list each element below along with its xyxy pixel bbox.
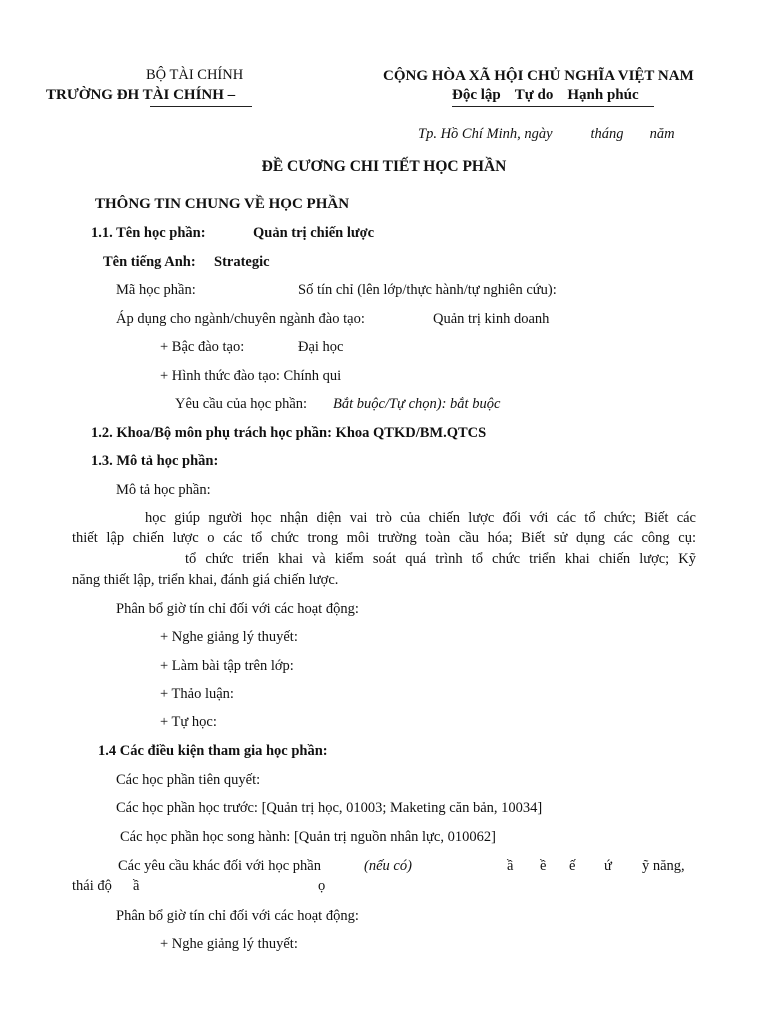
motto-independence: Độc lập — [452, 87, 501, 103]
allocation-discussion: + Thảo luận: — [160, 686, 234, 702]
fragment-2: ề — [540, 858, 547, 874]
credit-allocation-label: Phân bổ giờ tín chỉ đối với các hoạt động: — [116, 601, 359, 617]
training-form: + Hình thức đào tạo: Chính qui — [160, 368, 342, 384]
republic-name: CỘNG HÒA XÃ HỘI CHỦ NGHĨA VIỆT NAM — [383, 68, 694, 84]
allocation-self-study: + Tự học: — [160, 714, 217, 730]
other-requirements-note: (nếu có) — [364, 858, 412, 874]
allocation-exercise: + Làm bài tập trên lớp: — [160, 658, 294, 674]
credits-label: Số tín chỉ (lên lớp/thực hành/tự nghiên cứu): — [298, 282, 557, 298]
course-requirement-label: Yêu cầu của học phần: — [175, 396, 308, 412]
training-level-value: Đại học — [298, 339, 344, 355]
description-line-4: năng thiết lập, triển khai, đánh giá chiến lược. — [72, 572, 339, 588]
fragment-3: ế — [569, 858, 576, 874]
fragment-5: ỹ năng, — [642, 858, 685, 874]
course-description-label: Mô tả học phần: — [116, 482, 211, 498]
attitude-label: thái độ — [72, 878, 112, 894]
allocation-lecture-2: + Nghe giảng lý thuyết: — [160, 936, 298, 952]
course-name-value: Quản trị chiến lược — [253, 225, 375, 241]
apply-major-label: Áp dụng cho ngành/chuyên ngành đào tạo: — [116, 311, 365, 327]
description-line-2: thiết lập chiến lược o các tổ chức trong môi trường toàn cầu hóa; Biết sử dụng các công cụ: — [72, 530, 696, 546]
motto-happiness: Hạnh phúc — [567, 87, 639, 103]
motto-underline — [452, 106, 654, 107]
date-city: Tp. Hồ Chí Minh, ngày — [418, 126, 553, 142]
fragment-1: ầ — [507, 858, 514, 874]
course-name-label: 1.1. Tên học phần: — [91, 225, 206, 241]
school-name: TRƯỜNG ĐH TÀI CHÍNH – — [46, 87, 236, 103]
section-title: THÔNG TIN CHUNG VỀ HỌC PHẦN — [95, 196, 350, 212]
motto-freedom: Tự do — [514, 87, 554, 103]
fragment-7: ọ — [318, 878, 326, 894]
allocation-lecture: + Nghe giảng lý thuyết: — [160, 629, 298, 645]
prerequisite-courses: Các học phần tiên quyết: — [116, 772, 261, 788]
course-description-heading: 1.3. Mô tả học phần: — [91, 453, 219, 469]
english-name-label: Tên tiếng Anh: — [103, 254, 196, 270]
course-requirement-value: Bắt buộc/Tự chọn): bắt buộc — [333, 396, 501, 412]
credit-allocation-label-2: Phân bổ giờ tín chỉ đối với các hoạt động: — [116, 908, 359, 924]
motto — [452, 86, 639, 104]
description-line-1: học giúp người học nhận diện vai trò của chiến lược đối với các tổ chức; Biết các — [145, 510, 696, 526]
prerequisites-heading: 1.4 Các điều kiện tham gia học phần: — [98, 743, 328, 759]
document-title: ĐỀ CƯƠNG CHI TIẾT HỌC PHẦN — [261, 158, 507, 175]
course-code-label: Mã học phần: — [116, 282, 196, 298]
other-requirements-label: Các yêu cầu khác đối với học phần — [118, 858, 321, 874]
english-name-value: Strategic — [214, 254, 270, 270]
description-line-3: tổ chức triển khai và kiểm soát quá trình tổ chức triển khai chiến lược; Kỹ — [185, 551, 696, 567]
department: 1.2. Khoa/Bộ môn phụ trách học phần: Khoa QTKD/BM.QTCS — [91, 425, 487, 441]
date-month: tháng — [590, 126, 624, 142]
fragment-4: ứ — [604, 858, 612, 874]
school-underline — [150, 106, 252, 107]
prior-courses: Các học phần học trước: [Quản trị học, 01003; Maketing căn bản, 10034] — [116, 800, 543, 816]
parallel-courses: Các học phần học song hành: [Quản trị nguồn nhân lực, 010062] — [120, 829, 496, 845]
date-year: năm — [649, 126, 675, 142]
training-level-label: + Bậc đào tạo: — [160, 339, 245, 355]
fragment-6: ầ — [133, 878, 140, 894]
date-line — [418, 125, 675, 143]
ministry-name: BỘ TÀI CHÍNH — [146, 67, 244, 83]
apply-major-value: Quản trị kinh doanh — [433, 311, 550, 327]
